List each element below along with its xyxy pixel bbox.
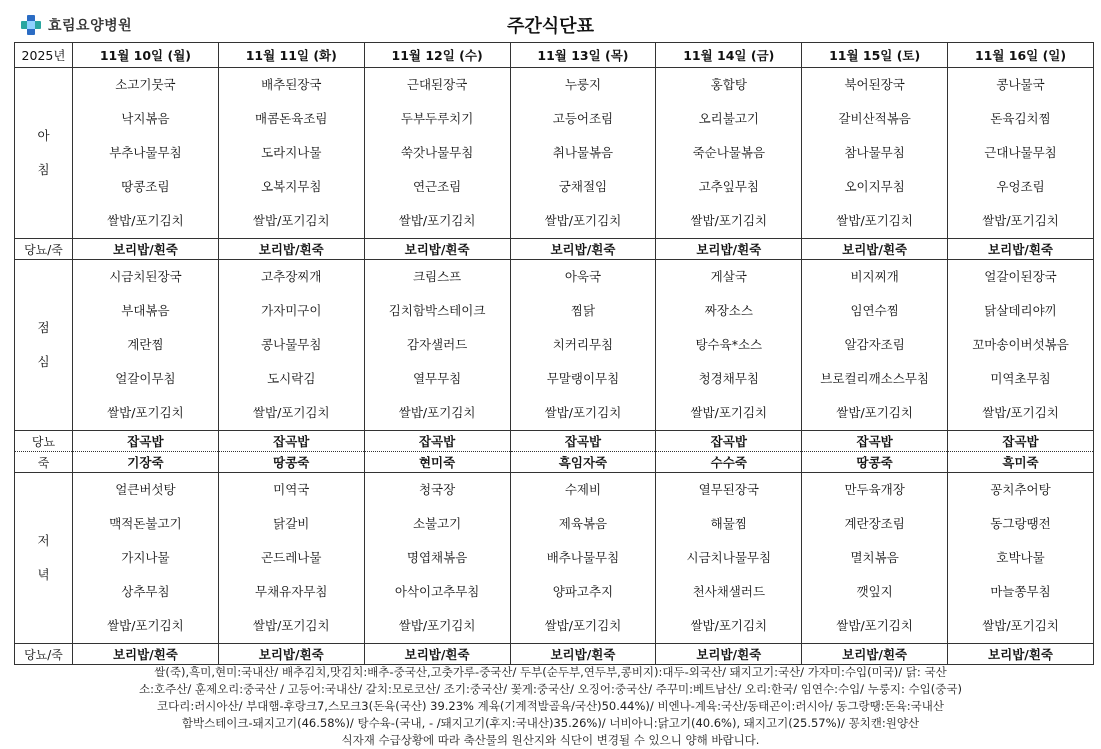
menu-dish: 꼬마송이버섯볶음: [972, 337, 1069, 352]
menu-dish: 쌀밥/포기김치: [544, 405, 622, 420]
menu-dish: 쌀밥/포기김치: [982, 618, 1059, 633]
menu-dish: 쌀밥/포기김치: [836, 618, 913, 633]
menu-dish: 쌀밥/포기김치: [690, 213, 768, 228]
menu-dish: 탕수육*소스: [695, 337, 763, 352]
menu-dish: 게살국: [710, 269, 747, 284]
menu-dish: 멸치볶음: [850, 550, 899, 565]
menu-dish: 아욱국: [564, 269, 602, 284]
menu-dish: 도시락김: [267, 371, 316, 386]
lunch-diabetic-row: [15, 431, 1094, 452]
menu-dish: 연근조림: [412, 179, 462, 194]
menu-dish: 알감자조림: [844, 337, 905, 352]
day-header: 11월 11일 (화): [218, 43, 364, 68]
dinner-label: [15, 473, 73, 644]
special-diet-cell: 보리밥/흰죽: [218, 644, 364, 665]
menu-dish: 쌀밥/포기김치: [398, 618, 476, 633]
menu-dish: 얼갈이무침: [115, 371, 176, 386]
lunch-label: [15, 260, 73, 431]
dinner-day-cell: [948, 473, 1094, 644]
menu-dish: 찜닭: [570, 303, 596, 318]
menu-dish: 죽순나물볶음: [692, 145, 766, 160]
menu-dish: 쑥갓나물무침: [400, 145, 474, 160]
special-diet-cell: 잡곡밥: [510, 431, 656, 452]
lunch-day-cell: [948, 260, 1094, 431]
menu-dish: 만두육개장: [844, 482, 905, 497]
menu-dish: 계란찜: [127, 337, 164, 352]
menu-dish: 쌀밥/포기김치: [107, 405, 184, 420]
special-diet-cell: 보리밥/흰죽: [948, 644, 1094, 665]
day-header: 11월 16일 (일): [948, 43, 1094, 68]
lunch-day-cell: [364, 260, 510, 431]
breakfast-day-cell: [364, 68, 510, 239]
breakfast-day-cell: [948, 68, 1094, 239]
special-diet-cell: 수수죽: [656, 452, 802, 473]
special-diet-cell: 보리밥/흰죽: [510, 239, 656, 260]
dinner-diabetic-porridge-row-label: 당뇨/죽: [15, 644, 73, 665]
menu-dish: 취나물볶음: [552, 145, 614, 160]
menu-dish: 시금치나물무침: [686, 550, 772, 565]
menu-dish: 쌀밥/포기김치: [690, 618, 768, 633]
menu-dish: 근대나물무침: [984, 145, 1057, 160]
menu-dish: 쌀밥/포기김치: [982, 405, 1059, 420]
breakfast-day-cell: [656, 68, 802, 239]
menu-dish: 깻잎지: [856, 584, 893, 599]
menu-dish: 두부두루치기: [400, 111, 474, 126]
dinner-day-cell: [510, 473, 656, 644]
menu-dish: 쌀밥/포기김치: [544, 618, 622, 633]
special-diet-cell: 보리밥/흰죽: [656, 239, 802, 260]
menu-dish: 쌀밥/포기김치: [252, 618, 330, 633]
dinner-day-cell: [73, 473, 219, 644]
special-diet-cell: 보리밥/흰죽: [218, 239, 364, 260]
breakfast-label-char: 침: [37, 162, 50, 177]
menu-dish: 계란장조림: [844, 516, 905, 531]
menu-dish: 소고기뭇국: [115, 77, 176, 92]
origin-notice: [0, 664, 1101, 749]
menu-dish: 곤드레나물: [261, 550, 322, 565]
page-title: 주간식단표: [507, 16, 594, 37]
dinner-day-cell: [364, 473, 510, 644]
menu-dish: 치커리무침: [552, 337, 614, 352]
menu-dish: 쌀밥/포기김치: [982, 213, 1059, 228]
menu-dish: 오복지무침: [261, 179, 322, 194]
special-diet-cell: 잡곡밥: [948, 431, 1094, 452]
special-diet-cell: 잡곡밥: [73, 431, 219, 452]
special-diet-cell: 잡곡밥: [218, 431, 364, 452]
menu-dish: 무말랭이무침: [546, 371, 620, 386]
breakfast-day-cell: [510, 68, 656, 239]
menu-dish: 임연수찜: [850, 303, 899, 318]
dinner-label-char: 저: [37, 533, 50, 548]
lunch-porridge-row: [15, 452, 1094, 473]
special-diet-cell: 보리밥/흰죽: [364, 644, 510, 665]
breakfast-day-cell: [73, 68, 219, 239]
change-notice: 식자재 수급상황에 따라 축산물의 원산지와 식단이 변경될 수 있으니 양해 바랍니다.: [341, 733, 760, 747]
menu-dish: 부추나물무침: [109, 145, 182, 160]
menu-dish: 맥적돈불고기: [109, 516, 182, 531]
special-diet-cell: 흑미죽: [948, 452, 1094, 473]
menu-dish: 브로컬리깨소스무침: [820, 371, 929, 386]
menu-dish: 김치함박스테이크: [388, 303, 486, 318]
special-diet-cell: 보리밥/흰죽: [510, 644, 656, 665]
origin-line: 함박스테이크-돼지고기(46.58%)/ 탕수육-(국내, - /돼지고기(후지:국내산)35.26%)/ 너비아니:닭고기(40.6%), 돼지고기(25.57%)/ 꽁치캔:원양산: [181, 716, 920, 730]
lunch-day-cell: [510, 260, 656, 431]
special-diet-cell: 땅콩죽: [218, 452, 364, 473]
day-header: 11월 13일 (목): [510, 43, 656, 68]
dinner-row: [15, 473, 1094, 644]
menu-dish: 배추된장국: [261, 77, 322, 92]
special-diet-cell: 보리밥/흰죽: [802, 644, 948, 665]
hospital-name: 효림요양병원: [48, 18, 133, 34]
menu-dish: 쌀밥/포기김치: [107, 618, 184, 633]
menu-dish: 상추무침: [121, 584, 170, 599]
menu-dish: 오이지무침: [844, 179, 905, 194]
special-diet-cell: 잡곡밥: [656, 431, 802, 452]
special-diet-cell: 땅콩죽: [802, 452, 948, 473]
breakfast-row: [15, 68, 1094, 239]
weekly-menu-table: [14, 42, 1094, 665]
special-diet-cell: 보리밥/흰죽: [73, 239, 219, 260]
menu-dish: 쌀밥/포기김치: [836, 405, 913, 420]
menu-dish: 마늘쫑무침: [990, 584, 1051, 599]
lunch-day-cell: [802, 260, 948, 431]
menu-dish: 닭살데리야끼: [984, 303, 1057, 318]
special-diet-cell: 잡곡밥: [802, 431, 948, 452]
menu-dish: 쌀밥/포기김치: [836, 213, 913, 228]
menu-dish: 북어된장국: [844, 77, 905, 92]
menu-dish: 얼갈이된장국: [984, 269, 1057, 284]
menu-dish: 크림스프: [412, 269, 462, 284]
lunch-day-cell: [73, 260, 219, 431]
menu-dish: 열무무침: [412, 371, 462, 386]
breakfast-day-cell: [218, 68, 364, 239]
menu-dish: 무채유자무침: [255, 584, 328, 599]
menu-dish: 콩나물무침: [261, 337, 322, 352]
special-diet-cell: 현미죽: [364, 452, 510, 473]
menu-dish: 고추장찌개: [261, 269, 322, 284]
day-header: 11월 14일 (금): [656, 43, 802, 68]
special-diet-cell: 잡곡밥: [364, 431, 510, 452]
origin-line: 코다리:러시아산/ 부대햄-후랑크7,스모크3(돈육(국산) 39.23% 계육(기계적발골육/국산)50.44%)/ 비엔나-계육:국산/동태곤이:러시아/ 동그랑땡:돈육:국내산: [157, 699, 944, 713]
header-row: [15, 43, 1094, 68]
menu-dish: 청경채무침: [698, 371, 759, 386]
menu-dish: 돈육김치찜: [990, 111, 1051, 126]
breakfast-label: [15, 68, 73, 239]
breakfast-diabetic-porridge-row: [15, 239, 1094, 260]
special-diet-cell: 흑임자죽: [510, 452, 656, 473]
special-diet-cell: 보리밥/흰죽: [656, 644, 802, 665]
menu-dish: 쌀밥/포기김치: [398, 213, 476, 228]
menu-dish: 궁채절임: [558, 179, 608, 194]
menu-dish: 홍합탕: [710, 77, 747, 92]
menu-dish: 참나물무침: [844, 145, 905, 160]
menu-dish: 쌀밥/포기김치: [690, 405, 768, 420]
menu-dish: 도라지나물: [261, 145, 322, 160]
special-diet-cell: 기장죽: [73, 452, 219, 473]
menu-dish: 얼큰버섯탕: [115, 482, 176, 497]
lunch-label-char: 심: [37, 354, 50, 369]
menu-dish: 열무된장국: [698, 482, 759, 497]
menu-dish: 미역초무침: [990, 371, 1051, 386]
dinner-day-cell: [802, 473, 948, 644]
menu-dish: 꽁치추어탕: [990, 482, 1051, 497]
menu-dish: 짜장소스: [704, 303, 753, 318]
day-header: 11월 12일 (수): [364, 43, 510, 68]
dinner-diabetic-porridge-row: [15, 644, 1094, 665]
menu-dish: 매콤돈육조림: [255, 111, 328, 126]
origin-line: 소:호주산/ 훈제오리:중국산 / 고등어:국내산/ 갈치:모로코산/ 조기:중국산/ 꽃게:중국산/ 오징어:중국산/ 주꾸미:베트남산/ 오리:한국/ 임연수:수입/ 누룽지: 수입(중국): [139, 682, 962, 696]
menu-dish: 소불고기: [412, 516, 462, 531]
special-diet-cell: 보리밥/흰죽: [948, 239, 1094, 260]
breakfast-diabetic-porridge-row-label: 당뇨/죽: [15, 239, 73, 260]
lunch-diabetic-row-label: 당뇨: [15, 431, 73, 452]
special-diet-cell: 보리밥/흰죽: [73, 644, 219, 665]
menu-dish: 갈비산적볶음: [838, 111, 911, 126]
menu-dish: 부대볶음: [121, 303, 170, 318]
menu-dish: 제육볶음: [558, 516, 608, 531]
lunch-label-char: 점: [37, 320, 50, 335]
menu-dish: 명엽채볶음: [406, 550, 468, 565]
menu-dish: 낙지볶음: [121, 111, 170, 126]
menu-dish: 닭갈비: [273, 516, 310, 531]
menu-dish: 호박나물: [996, 550, 1045, 565]
year-cell: 2025년: [15, 43, 73, 68]
menu-dish: 미역국: [273, 482, 310, 497]
menu-dish: 시금치된장국: [109, 269, 182, 284]
menu-dish: 감자샐러드: [406, 337, 468, 352]
lunch-day-cell: [218, 260, 364, 431]
menu-dish: 쌀밥/포기김치: [107, 213, 184, 228]
special-diet-cell: 보리밥/흰죽: [802, 239, 948, 260]
menu-dish: 오리불고기: [698, 111, 759, 126]
menu-dish: 고추잎무침: [698, 179, 759, 194]
menu-dish: 비지찌개: [850, 269, 899, 284]
menu-dish: 수제비: [564, 482, 602, 497]
menu-dish: 쌀밥/포기김치: [398, 405, 476, 420]
menu-dish: 쌀밥/포기김치: [252, 405, 330, 420]
day-header: 11월 15일 (토): [802, 43, 948, 68]
menu-dish: 콩나물국: [996, 77, 1045, 92]
menu-dish: 천사채샐러드: [692, 584, 766, 599]
dinner-label-char: 녁: [37, 567, 50, 582]
menu-dish: 누룽지: [564, 77, 602, 92]
day-header: 11월 10일 (월): [73, 43, 219, 68]
origin-line: 쌀(죽),흑미,현미:국내산/ 배추김치,맛김치:배추-중국산,고춧가루-중국산/ 두부(순두부,연두부,콩비지):대두-외국산/ 돼지고기:국산/ 가자미:수입(미국)/ 닭: 국산: [154, 665, 947, 679]
menu-dish: 배추나물무침: [546, 550, 620, 565]
menu-dish: 쌀밥/포기김치: [544, 213, 622, 228]
menu-dish: 양파고추지: [552, 584, 614, 599]
menu-dish: 근대된장국: [406, 77, 468, 92]
menu-dish: 청국장: [418, 482, 456, 497]
menu-dish: 해물찜: [710, 516, 747, 531]
menu-dish: 고등어조림: [552, 111, 614, 126]
menu-dish: 가자미구이: [261, 303, 322, 318]
lunch-day-cell: [656, 260, 802, 431]
breakfast-label-char: 아: [37, 128, 50, 143]
breakfast-day-cell: [802, 68, 948, 239]
menu-dish: 동그랑땡전: [990, 516, 1051, 531]
dinner-day-cell: [656, 473, 802, 644]
menu-dish: 쌀밥/포기김치: [252, 213, 330, 228]
special-diet-cell: 보리밥/흰죽: [364, 239, 510, 260]
lunch-porridge-row-label: 죽: [15, 452, 73, 473]
dinner-day-cell: [218, 473, 364, 644]
menu-dish: 가지나물: [121, 550, 170, 565]
menu-dish: 땅콩조림: [121, 179, 170, 194]
menu-dish: 우엉조림: [996, 179, 1045, 194]
menu-dish: 아삭이고추무침: [394, 584, 480, 599]
lunch-row: [15, 260, 1094, 431]
